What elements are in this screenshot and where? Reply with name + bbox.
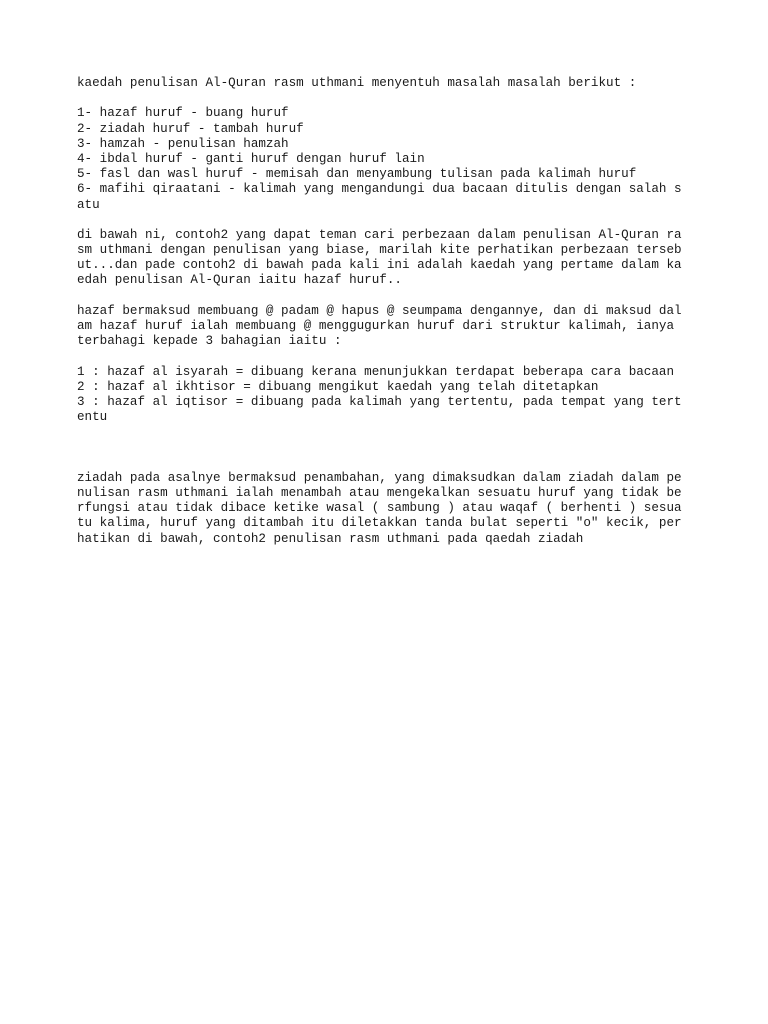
examples-paragraph [77, 228, 717, 289]
hazaf-paragraph [77, 304, 717, 350]
paragraph-line: hatikan di bawah, contoh2 penulisan rasm uthmani pada qaedah ziadah [77, 531, 584, 546]
spacer [77, 425, 717, 440]
paragraph-line: tu kalima, huruf yang ditambah itu diletakkan tanda bulat seperti "o" kecik, per [77, 516, 682, 531]
paragraph-line: terbahagi kepade 3 bahagian iaitu : [77, 334, 342, 349]
spacer [77, 213, 717, 228]
paragraph-line: hazaf bermaksud membuang @ padam @ hapus @ seumpama dengannye, dan di maksud dal [77, 303, 682, 318]
topic-line: 1- hazaf huruf - buang huruf [77, 106, 289, 121]
hazaf-type-line: 1 : hazaf al isyarah = dibuang kerana menunjukkan terdapat beberapa cara bacaan [77, 364, 675, 379]
document-page [77, 76, 717, 547]
spacer [77, 456, 717, 471]
paragraph-line: ziadah pada asalnye bermaksud penambahan, yang dimaksudkan dalam ziadah dalam pe [77, 470, 682, 485]
paragraph-line: am hazaf huruf ialah membuang @ menggugurkan huruf dari struktur kalimah, ianya [77, 319, 675, 333]
topic-line: 4- ibdal huruf - ganti huruf dengan huruf lain [77, 151, 425, 166]
spacer [77, 289, 717, 304]
spacer [77, 441, 717, 456]
paragraph-line: di bawah ni, contoh2 yang dapat teman cari perbezaan dalam penulisan Al-Quran ra [77, 227, 682, 242]
ziadah-paragraph [77, 471, 717, 547]
hazaf-type-line: 2 : hazaf al ikhtisor = dibuang mengikut kaedah yang telah ditetapkan [77, 379, 599, 394]
topics-list [77, 106, 717, 212]
spacer [77, 349, 717, 364]
paragraph-line: ut...dan pade contoh2 di bawah pada kali ini adalah kaedah yang pertame dalam ka [77, 258, 682, 273]
hazaf-type-line: 3 : hazaf al iqtisor = dibuang pada kalimah yang tertentu, pada tempat yang tert [77, 394, 682, 409]
topic-line: 5- fasl dan wasl huruf - memisah dan menyambung tulisan pada kalimah huruf [77, 167, 637, 182]
topic-line: atu [77, 197, 100, 212]
hazaf-types-list [77, 365, 717, 426]
paragraph-line: sm uthmani dengan penulisan yang biase, marilah kite perhatikan perbezaan terseb [77, 243, 682, 258]
spacer [77, 91, 717, 106]
paragraph-line: nulisan rasm uthmani ialah menambah atau mengekalkan sesuatu huruf yang tidak be [77, 486, 682, 501]
hazaf-type-line: entu [77, 410, 108, 425]
topic-line: 6- mafihi qiraatani - kalimah yang mengandungi dua bacaan ditulis dengan salah s [77, 182, 682, 197]
intro-line: kaedah penulisan Al-Quran rasm uthmani menyentuh masalah masalah berikut : [77, 76, 637, 90]
paragraph-line: rfungsi atau tidak dibace ketike wasal ( sambung ) atau waqaf ( berhenti ) sesua [77, 501, 682, 516]
topic-line: 3- hamzah - penulisan hamzah [77, 136, 289, 151]
topic-line: 2- ziadah huruf - tambah huruf [77, 121, 304, 136]
paragraph-line: edah penulisan Al-Quran iaitu hazaf huruf.. [77, 273, 402, 288]
